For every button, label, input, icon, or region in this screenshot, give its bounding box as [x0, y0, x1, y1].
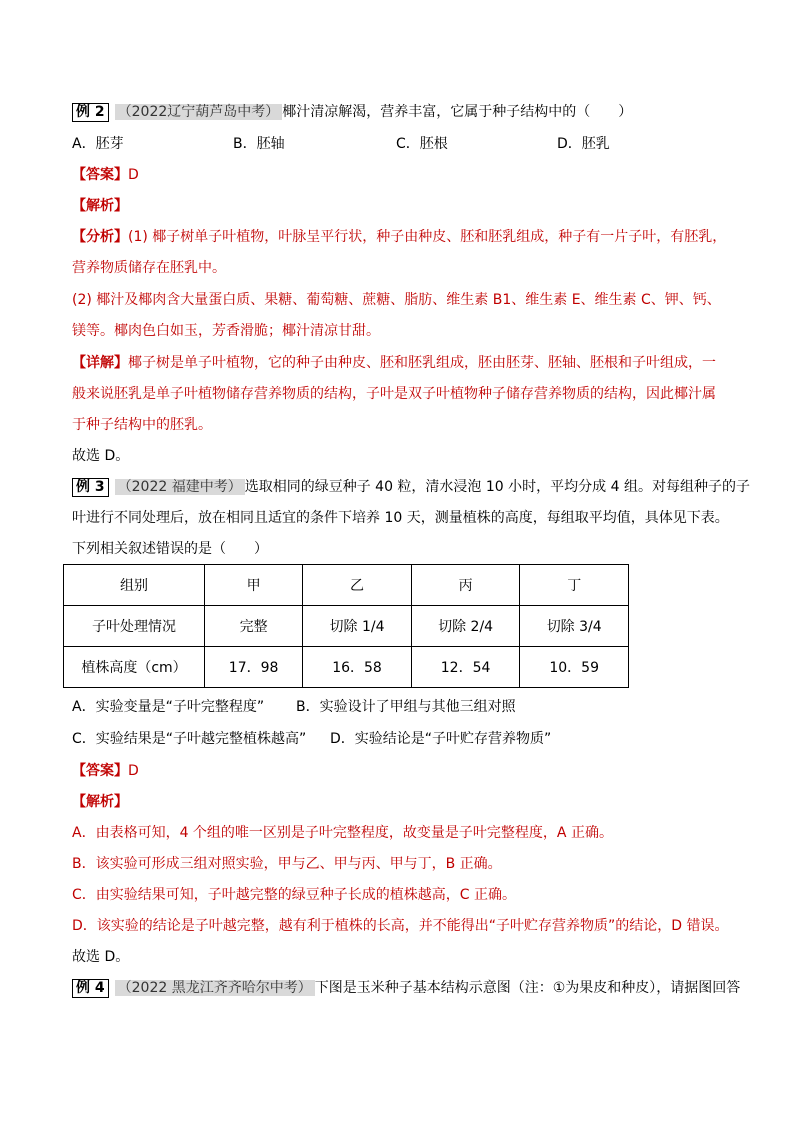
- ex3-tag: 例 3: [72, 478, 109, 497]
- ex2-fenxi-label: 【分析】: [72, 229, 128, 245]
- ex2-conclusion: 故选 D。: [72, 448, 130, 464]
- table-row: [64, 606, 629, 647]
- table-row: [64, 565, 629, 606]
- ex2-option-d: D．胚乳: [557, 136, 610, 152]
- ex3-option-d: D．实验结论是“子叶贮存营养物质”: [330, 731, 552, 747]
- ex2-detail-3: 于种子结构中的胚乳。: [72, 417, 212, 433]
- ex3-analysis-d-1: D．该实验的结论是子叶越完整，越有利于植株的长高，并不能得出: [72, 918, 489, 934]
- ex2-fenxi-1b: 营养物质储存在胚乳中。: [72, 260, 226, 276]
- table-cell: 12．54: [411, 647, 520, 688]
- ex3-q3: 下列相关叙述错误的是（ ）: [72, 541, 268, 557]
- table-cell: 16．58: [303, 647, 412, 688]
- table-cell: 切除 2/4: [411, 606, 520, 647]
- ex2-fenxi-line-1: [72, 227, 726, 247]
- ex3-analysis-d-2: 的结论，D 错误。: [615, 918, 729, 934]
- ex3-answer-value: D: [128, 763, 139, 779]
- ex2-question: [72, 102, 632, 122]
- ex4-question-line-1: [72, 978, 740, 998]
- table-cell: 丙: [411, 565, 520, 606]
- ex3-option-b: B．实验设计了甲组与其他三组对照: [296, 699, 516, 715]
- ex2-fenxi-2b: 镁等。椰肉色白如玉，芳香滑脆；椰汁清凉甘甜。: [72, 323, 380, 339]
- ex2-option-b: B．胚轴: [233, 136, 285, 152]
- ex3-q1: 选取相同的绿豆种子 40 粒，清水浸泡 10 小时，平均分成 4 组。对每组种子的子: [244, 479, 750, 495]
- table-row: [64, 647, 629, 688]
- ex3-analysis-d: [72, 916, 729, 936]
- ex3-answer-label: 【答案】: [72, 763, 128, 779]
- ex3-data-table: [63, 564, 629, 688]
- table-cell: 乙: [303, 565, 412, 606]
- ex2-detail-line-1: [72, 353, 716, 373]
- table-cell: 切除 1/4: [303, 606, 412, 647]
- table-cell: 10．59: [520, 647, 629, 688]
- ex2-detail-2: 般来说胚乳是单子叶植物储存营养物质的结构，子叶是双子叶植物种子储存营养物质的结构，因此椰汁属: [72, 386, 716, 402]
- ex2-option-c: C．胚根: [396, 136, 448, 152]
- ex3-analysis-c: C．由实验结果可知，子叶越完整的绿豆种子长成的植株越高，C 正确。: [72, 887, 516, 903]
- ex4-q1: 下图是玉米种子基本结构示意图（注：①为果皮和种皮），请据图回答: [314, 980, 741, 996]
- ex3-answer: [72, 761, 139, 781]
- ex2-fenxi-1a: (1) 椰子树单子叶植物，叶脉呈平行状，种子由种皮、胚和胚乳组成，种子有一片子叶，有胚乳，: [128, 229, 727, 245]
- table-cell: 17．98: [205, 647, 303, 688]
- ex2-analysis-label: 【解析】: [72, 198, 128, 214]
- table-cell: 切除 3/4: [520, 606, 629, 647]
- ex2-answer-value: D: [128, 167, 139, 183]
- table-cell: 丁: [520, 565, 629, 606]
- ex3-option-c: C．实验结果是“子叶越完整植株越高”: [72, 731, 307, 747]
- ex3-analysis-b: B．该实验可形成三组对照实验，甲与乙、甲与丙、甲与丁，B 正确。: [72, 856, 502, 872]
- ex4-source: （2022 黑龙江齐齐哈尔中考）: [115, 980, 315, 996]
- ex3-conclusion: 故选 D。: [72, 949, 130, 965]
- ex3-q2: 叶进行不同处理后，放在相同且适宜的条件下培养 10 天，测量植株的高度，每组取平均值，具体见下表。: [72, 510, 729, 526]
- table-cell: 完整: [205, 606, 303, 647]
- ex2-detail-label: 【详解】: [72, 355, 128, 371]
- ex3-source: （2022 福建中考）: [115, 479, 245, 495]
- table-cell: 组别: [64, 565, 205, 606]
- table-cell: 子叶处理情况: [64, 606, 205, 647]
- table-cell: 甲: [205, 565, 303, 606]
- ex2-option-a: A．胚芽: [72, 136, 124, 152]
- ex3-option-a: A．实验变量是“子叶完整程度”: [72, 699, 265, 715]
- ex2-tag: 例 2: [72, 103, 109, 122]
- ex2-fenxi-2a: (2) 椰汁及椰肉含大量蛋白质、果糖、葡萄糖、蔗糖、脂肪、维生素 B1、维生素 E、维生素 C、钾、钙、: [72, 292, 721, 308]
- ex3-analysis-label: 【解析】: [72, 794, 128, 810]
- ex3-question-line-1: [72, 477, 750, 497]
- ex2-answer: [72, 165, 139, 185]
- ex4-tag: 例 4: [72, 979, 109, 998]
- ex2-detail-1: 椰子树是单子叶植物，它的种子由种皮、胚和胚乳组成，胚由胚芽、胚轴、胚根和子叶组成，一: [128, 355, 716, 371]
- table-cell: 植株高度（cm）: [64, 647, 205, 688]
- ex3-analysis-d-quote: “子叶贮存营养物质”: [488, 918, 616, 934]
- ex3-analysis-a: A．由表格可知，4 个组的唯一区别是子叶完整程度，故变量是子叶完整程度，A 正确。: [72, 825, 613, 841]
- ex2-question-text: 椰汁清凉解渴，营养丰富，它属于种子结构中的（ ）: [282, 104, 633, 120]
- ex2-answer-label: 【答案】: [72, 167, 128, 183]
- ex2-source: （2022辽宁葫芦岛中考）: [115, 104, 283, 120]
